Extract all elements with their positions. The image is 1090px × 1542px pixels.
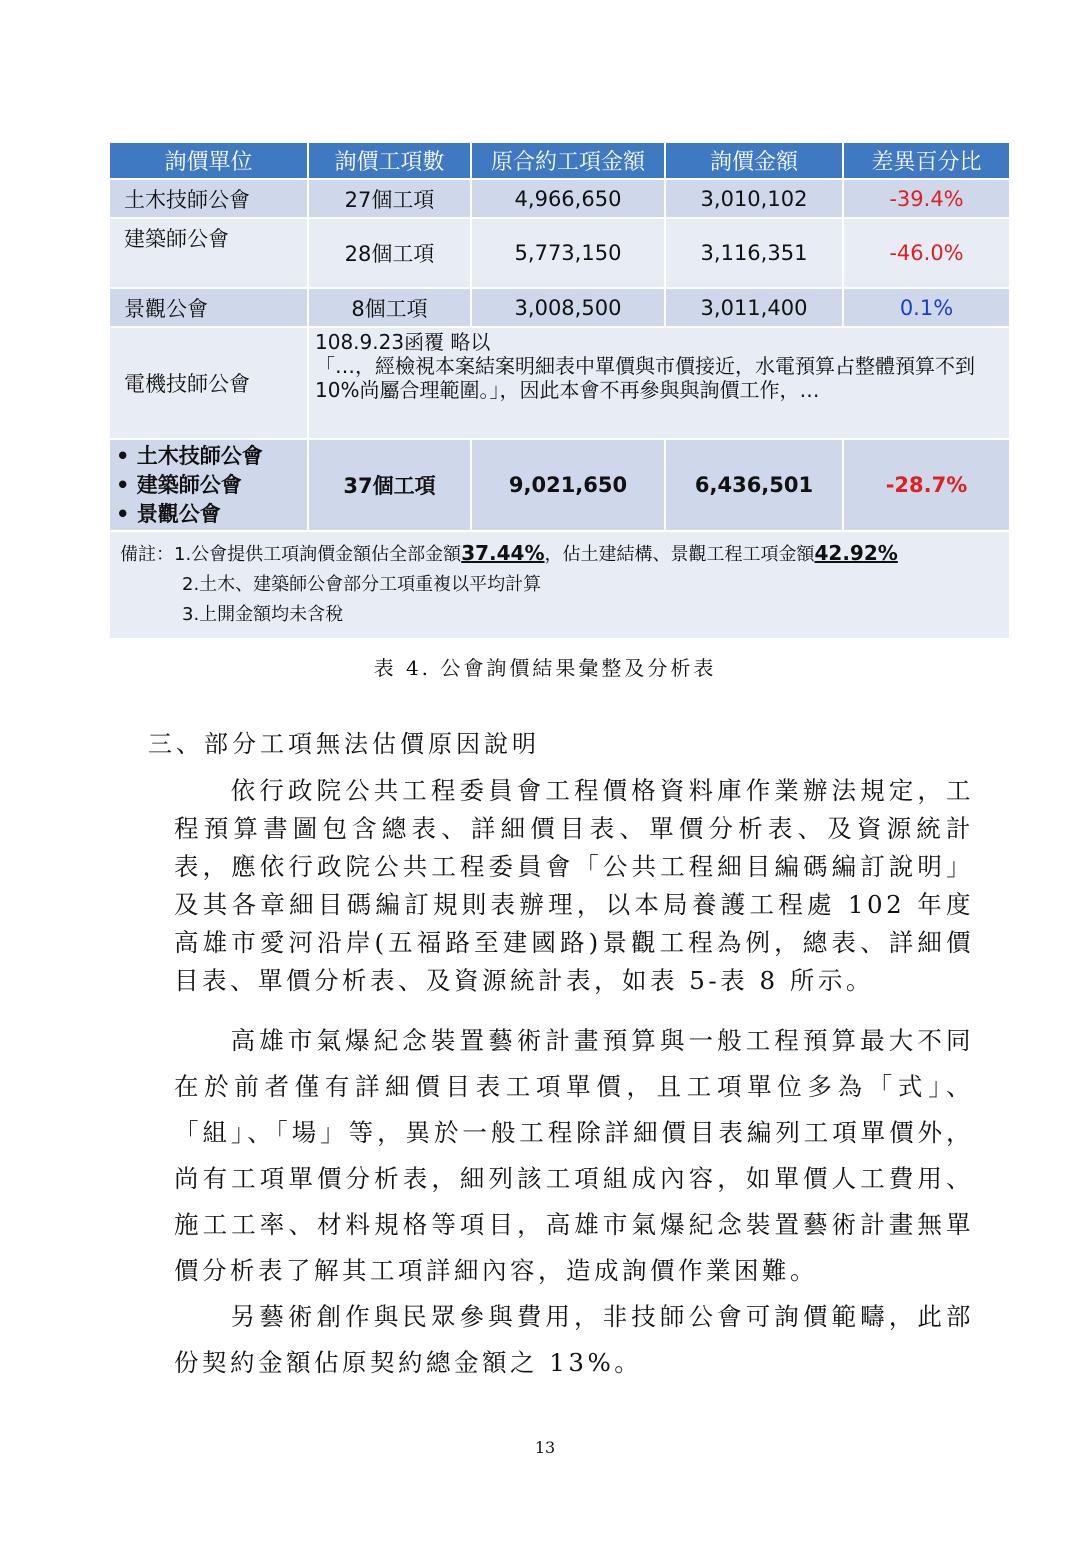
cell-quoted: 3,011,400 xyxy=(665,288,843,327)
list-item: • 景觀公會 xyxy=(116,500,307,529)
cell-total-items: 37個工項 xyxy=(308,439,471,530)
cell-diff: 0.1% xyxy=(843,288,1009,327)
cell-quoted: 3,116,351 xyxy=(665,218,843,288)
table-row-total xyxy=(110,439,1009,530)
cell-unit: 建築師公會 xyxy=(110,218,308,288)
header-unit: 詢價單位 xyxy=(110,143,308,179)
paragraph-2 xyxy=(174,1018,974,1294)
table-row xyxy=(110,288,1009,327)
cell-diff: -39.4% xyxy=(843,179,1009,218)
paragraph-2-text: 高雄市氣爆紀念裝置藝術計畫預算與一般工程預算最大不同在於前者僅有詳細價目表工項單價，且工項單位多為「式」、「組」、「場」等，異於一般工程除詳細價目表編列工項單價外，尚有工項單價分析表，細列該工項組成內容，如單價人工費用、施工工率、材料規格等項目，高雄市氣爆紀念裝置藝術計畫無單價分析表了解其工項詳細內容，造成詢價作業困難。 xyxy=(174,1026,974,1285)
table-header-row xyxy=(110,143,1009,179)
cell-total-diff: -28.7% xyxy=(843,439,1009,530)
table-row-electrical xyxy=(110,327,1009,439)
inquiry-results-table xyxy=(110,143,1009,530)
cell-total-units xyxy=(110,439,308,530)
cell-unit: 土木技師公會 xyxy=(110,179,308,218)
table-caption: 表 4. 公會詢價結果彙整及分析表 xyxy=(373,656,717,680)
table-remarks xyxy=(110,530,1009,638)
remark-1-percent: 37.44% xyxy=(461,541,545,565)
list-item: • 土木技師公會 xyxy=(116,442,307,471)
list-item: • 建築師公會 xyxy=(116,471,307,500)
remark-1 xyxy=(120,538,1009,570)
electrical-reply-note xyxy=(308,327,1009,439)
table-row xyxy=(110,218,1009,288)
header-original-amount: 原合約工項金額 xyxy=(471,143,665,179)
header-diff-percent: 差異百分比 xyxy=(843,143,1009,179)
paragraph-1 xyxy=(174,772,974,1000)
cell-diff: -46.0% xyxy=(843,218,1009,288)
section-title: 三、部分工項無法估價原因說明 xyxy=(148,730,540,758)
cell-total-quoted: 6,436,501 xyxy=(665,439,843,530)
header-items: 詢價工項數 xyxy=(308,143,471,179)
total-units-list xyxy=(110,442,307,529)
cell-items: 28個工項 xyxy=(308,218,471,288)
cell-original: 4,966,650 xyxy=(471,179,665,218)
remark-1-text-2: ，佔土建結構、景觀工程工項金額 xyxy=(544,544,815,565)
cell-items: 8個工項 xyxy=(308,288,471,327)
cell-original: 3,008,500 xyxy=(471,288,665,327)
cell-unit: 電機技師公會 xyxy=(110,327,308,439)
page-number: 13 xyxy=(534,1438,556,1457)
inquiry-results-table-block xyxy=(110,143,1009,638)
cell-unit: 景觀公會 xyxy=(110,288,308,327)
remark-2: 2.土木、建築師公會部分工項重複以平均計算 xyxy=(182,574,542,595)
paragraph-3 xyxy=(174,1294,974,1386)
electrical-note-line1: 108.9.23函覆 略以 xyxy=(315,330,491,354)
cell-quoted: 3,010,102 xyxy=(665,179,843,218)
paragraph-1-text: 依行政院公共工程委員會工程價格資料庫作業辦法規定，工程預算書圖包含總表、詳細價目表、單價分析表、及資源統計表，應依行政院公共工程委員會「公共工程細目編碼編訂說明」及其各章細目碼編訂規則表辦理，以本局養護工程處 102 年度高雄市愛河沿岸(五福路至建國路)景觀工程為例，總表、詳細價目表、單價分析表、及資源統計表，如表 5-表 8 所示。 xyxy=(174,776,974,995)
electrical-note-line2: 「…，經檢視本案結案明細表中單價與市價接近，水電預算占整體預算不到10%尚屬合理範圍。」，因此本會不再參與與詢價工作，… xyxy=(315,354,975,402)
remark-3: 3.上開金額均未含稅 xyxy=(182,604,344,625)
cell-items: 27個工項 xyxy=(308,179,471,218)
remark-1-text: 備註：1.公會提供工項詢價金額佔全部金額 xyxy=(120,544,462,565)
table-row xyxy=(110,179,1009,218)
cell-original: 5,773,150 xyxy=(471,218,665,288)
cell-total-original: 9,021,650 xyxy=(471,439,665,530)
remark-1-percent-2: 42.92% xyxy=(814,541,898,565)
header-quoted-amount: 詢價金額 xyxy=(665,143,843,179)
paragraph-3-text: 另藝術創作與民眾參與費用，非技師公會可詢價範疇，此部份契約金額佔原契約總金額之 13%。 xyxy=(174,1302,974,1377)
